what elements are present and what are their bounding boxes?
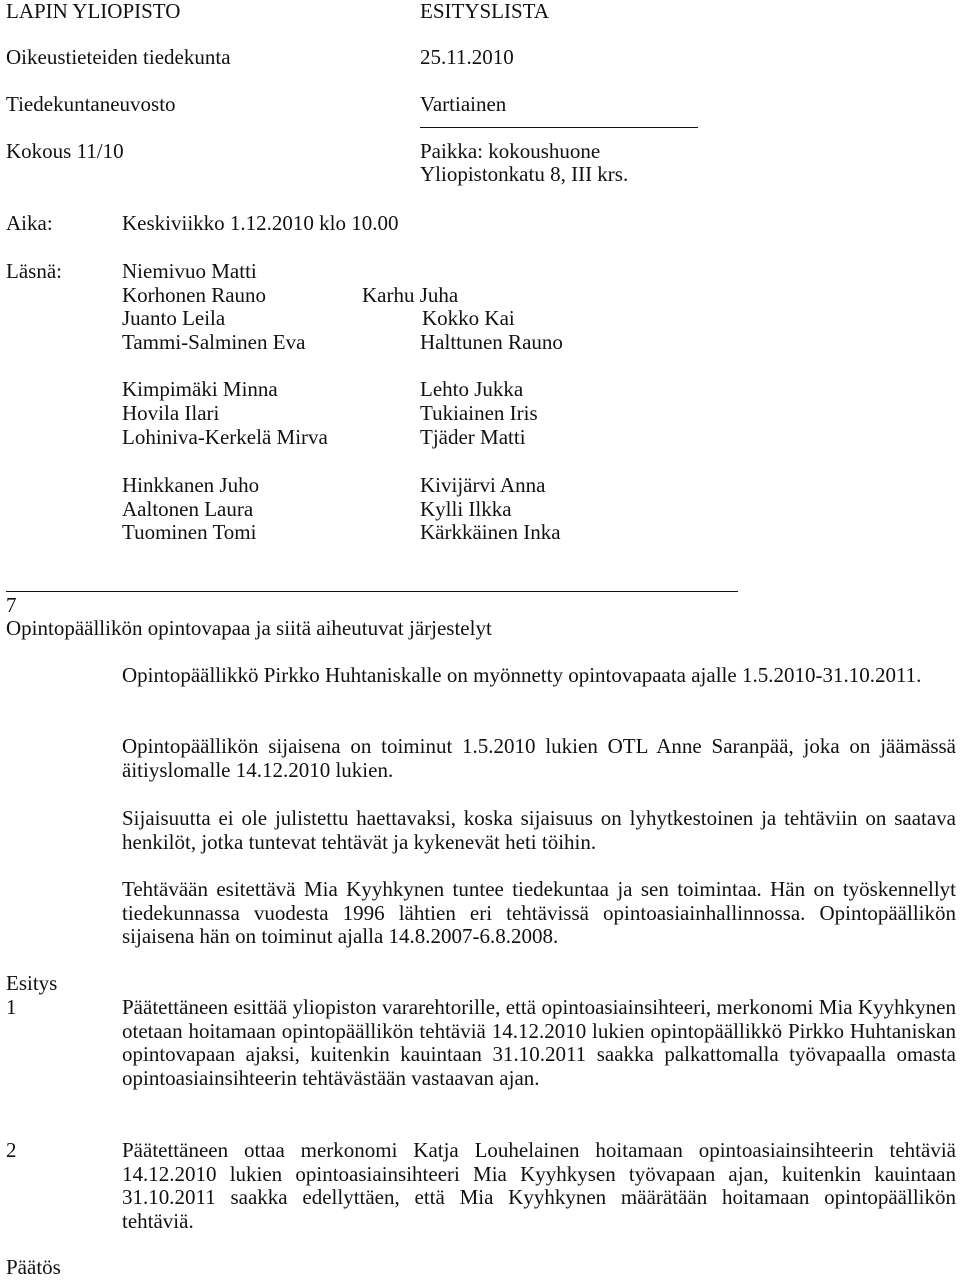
- attendee-name: Kärkkäinen Inka: [420, 520, 561, 544]
- item-number: 7: [6, 593, 17, 617]
- attendee-name: Kivijärvi Anna: [420, 473, 546, 497]
- attendee-name: Tuominen Tomi: [122, 520, 257, 544]
- attendee-name: Tukiainen Iris: [420, 401, 538, 425]
- attendee-name: Hovila Ilari: [122, 401, 220, 425]
- attendee-name: Lohiniva-Kerkelä Mirva: [122, 425, 328, 449]
- document-type: ESITYSLISTA: [420, 0, 549, 23]
- decision-label: Päätös: [6, 1255, 61, 1279]
- meeting-number: Kokous 11/10: [6, 139, 124, 163]
- attendee-name: Juanto Leila: [122, 306, 226, 330]
- time-value: Keskiviikko 1.12.2010 klo 10.00: [122, 211, 399, 235]
- attendee-name: Karhu Juha: [362, 283, 459, 307]
- proposal-label: Esitys: [6, 971, 58, 995]
- item-paragraph: Tehtävään esitettävä Mia Kyyhkynen tuntee tiedekuntaa ja sen toimintaa. Hän on työskennellyt tiedekunnassa vuodesta 1996 lähtien eri tehtävissä opintoasiainhallinnossa. Opintopäällikön sijaisena hän on toiminut ajalla 14.8.2007-6.8.2008.: [122, 877, 956, 948]
- attendee-name: Kylli Ilkka: [420, 497, 512, 521]
- meeting-place: Paikka: kokoushuone: [420, 139, 601, 163]
- item-paragraph: Sijaisuutta ei ole julistettu haettavaksi, koska sijaisuus on lyhytkestoinen ja tehtäviin on saatava henkilöt, jotka tuntevat tehtävät ja kykenevät heti töihin.: [122, 806, 956, 854]
- attendee-name: Kokko Kai: [422, 306, 515, 330]
- attendee-name: Tjäder Matti: [420, 425, 526, 449]
- proposal-text: Päätettäneen esittää yliopiston vararehtorille, että opintoasiainsihteeri, merkonomi Mia Kyyhkynen otetaan hoitamaan opintopäällikön tehtäviä 14.12.2010 lukien opintopäällikkö Pirkko Huhtaniskan opintovapaan ajaksi, kuitenkin kauintaan 31.10.2011 saakka palkattomalla työvapaalla omasta opintoasiainsihteerin tehtävästään vastaavan ajan.: [122, 995, 956, 1090]
- council-name: Tiedekuntaneuvosto: [6, 92, 176, 116]
- proposal-number: 2: [6, 1138, 17, 1162]
- item-paragraph: Opintopäällikön sijaisena on toiminut 1.5.2010 lukien OTL Anne Saranpää, joka on jäämässä äitiyslomalle 14.12.2010 lukien.: [122, 734, 956, 782]
- attendee-name: Halttunen Rauno: [420, 330, 563, 354]
- attendee-name: Tammi-Salminen Eva: [122, 330, 306, 354]
- item-title: Opintopäällikön opintovapaa ja siitä aiheutuvat järjestelyt: [6, 616, 492, 640]
- document-date: 25.11.2010: [420, 45, 514, 69]
- item-paragraph: Opintopäällikkö Pirkko Huhtaniskalle on myönnetty opintovapaata ajalle 1.5.2010-31.10.2011.: [122, 663, 922, 687]
- attendee-name: Korhonen Rauno: [122, 283, 267, 307]
- attendee-name: Kimpimäki Minna: [122, 377, 278, 401]
- university-name: LAPIN YLIOPISTO: [6, 0, 181, 23]
- time-label: Aika:: [6, 211, 53, 235]
- attendee-name: Hinkkanen Juho: [122, 473, 260, 497]
- meeting-address: Yliopistonkatu 8, III krs.: [420, 162, 629, 186]
- attendees-label: Läsnä:: [6, 259, 62, 283]
- presenter-underline: [420, 127, 698, 128]
- proposal-text: Päätettäneen ottaa merkonomi Katja Louhelainen hoitamaan opintoasiainsihteerin tehtäviä 14.12.2010 lukien opintoasiainsihteeri Mia Kyyhkysen työvapaan ajan, kuitenkin kauintaan 31.10.2011 saakka edellyttäen, että Mia Kyyhkynen määrätään hoitamaan opintopäällikön tehtäviä.: [122, 1138, 956, 1233]
- attendee-name: Lehto Jukka: [420, 377, 524, 401]
- faculty-name: Oikeustieteiden tiedekunta: [6, 45, 231, 69]
- presenter-name: Vartiainen: [420, 92, 507, 116]
- section-divider: [6, 591, 738, 592]
- proposal-number: 1: [6, 995, 17, 1019]
- attendee-name: Aaltonen Laura: [122, 497, 254, 521]
- attendee-chair: Niemivuo Matti: [122, 259, 257, 283]
